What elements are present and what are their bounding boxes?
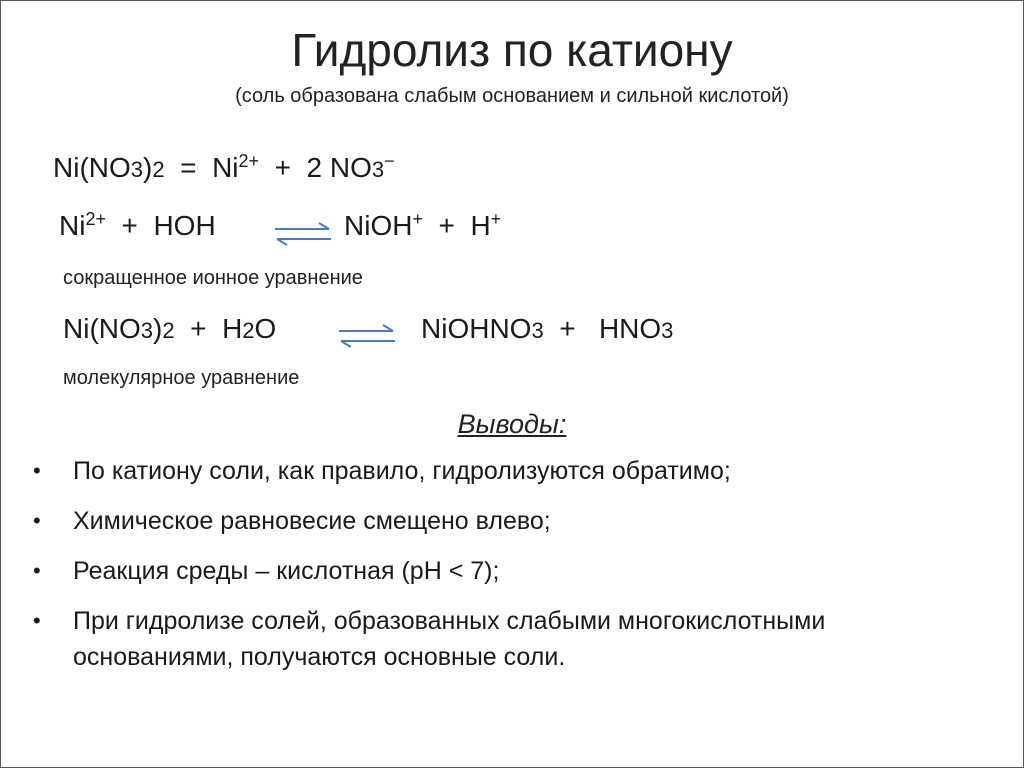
eq1-text: ) (143, 152, 153, 183)
list-item-text: При гидролизе солей, образованных слабыми многокислотными основаниями, получаются основные соли. (73, 607, 826, 671)
eq2-superscript: 2+ (85, 209, 106, 229)
eq3-subscript: 3 (531, 318, 544, 343)
list-item (31, 603, 991, 675)
eq3-text: + HNO (543, 313, 662, 344)
eq1-text: = Ni (164, 152, 239, 183)
eq3-subscript: 3 (661, 318, 674, 343)
ionic-equation-products (344, 209, 501, 242)
slide-subtitle: (соль образована слабым основанием и сильной кислотой) (235, 85, 789, 107)
list-item-text: Реакция среды – кислотная (pH < 7); (73, 557, 500, 585)
eq1-superscript: − (384, 151, 395, 171)
molecular-equation (63, 313, 276, 345)
eq2-text: + H (422, 210, 491, 241)
list-item (31, 453, 991, 489)
eq3-text: O (254, 313, 277, 344)
slide-title: Гидролиз по катиону (291, 24, 733, 76)
bullet-dot-icon: • (33, 508, 41, 533)
eq3-text: ) (153, 313, 163, 344)
eq3-subscript: 3 (140, 318, 154, 343)
note-molecular: молекулярное уравнение (63, 367, 300, 389)
eq1-subscript: 3 (371, 157, 385, 182)
conclusions-list (31, 453, 991, 689)
list-item (31, 503, 991, 539)
molecular-equation-products (421, 313, 673, 345)
eq1-text: Ni(NO (53, 152, 131, 183)
eq3-text: NiOHNO (421, 313, 532, 344)
eq3-text: Ni(NO (63, 313, 141, 344)
bullet-dot-icon: • (33, 558, 41, 583)
list-item-text: По катиону соли, как правило, гидролизуются обратимо; (73, 457, 731, 485)
eq2-text: Ni (59, 210, 86, 241)
note-ionic: сокращенное ионное уравнение (63, 267, 363, 289)
conclusions-heading: Выводы: (457, 409, 567, 439)
eq1-text: + 2 NO (259, 152, 372, 183)
bullet-dot-icon: • (33, 608, 41, 633)
eq1-subscript: 2 (152, 157, 165, 182)
eq2-text: NiOH (344, 210, 413, 241)
eq3-subscript: 2 (162, 318, 175, 343)
bullet-dot-icon: • (33, 458, 41, 483)
ionic-equation (59, 209, 216, 242)
eq1-superscript: 2+ (238, 151, 260, 171)
equilibrium-arrows-icon (337, 323, 397, 349)
eq2-text: + HOH (105, 210, 216, 241)
list-item (31, 553, 991, 589)
eq2-superscript: + (490, 209, 502, 229)
equilibrium-arrows-icon (273, 221, 333, 247)
eq2-superscript: + (412, 209, 423, 229)
list-item-text: Химическое равновесие смещено влево; (73, 507, 551, 535)
dissociation-equation (53, 151, 395, 184)
eq1-subscript: 3 (130, 157, 144, 182)
eq3-text: + H (174, 313, 243, 344)
eq3-subscript: 2 (242, 318, 255, 343)
